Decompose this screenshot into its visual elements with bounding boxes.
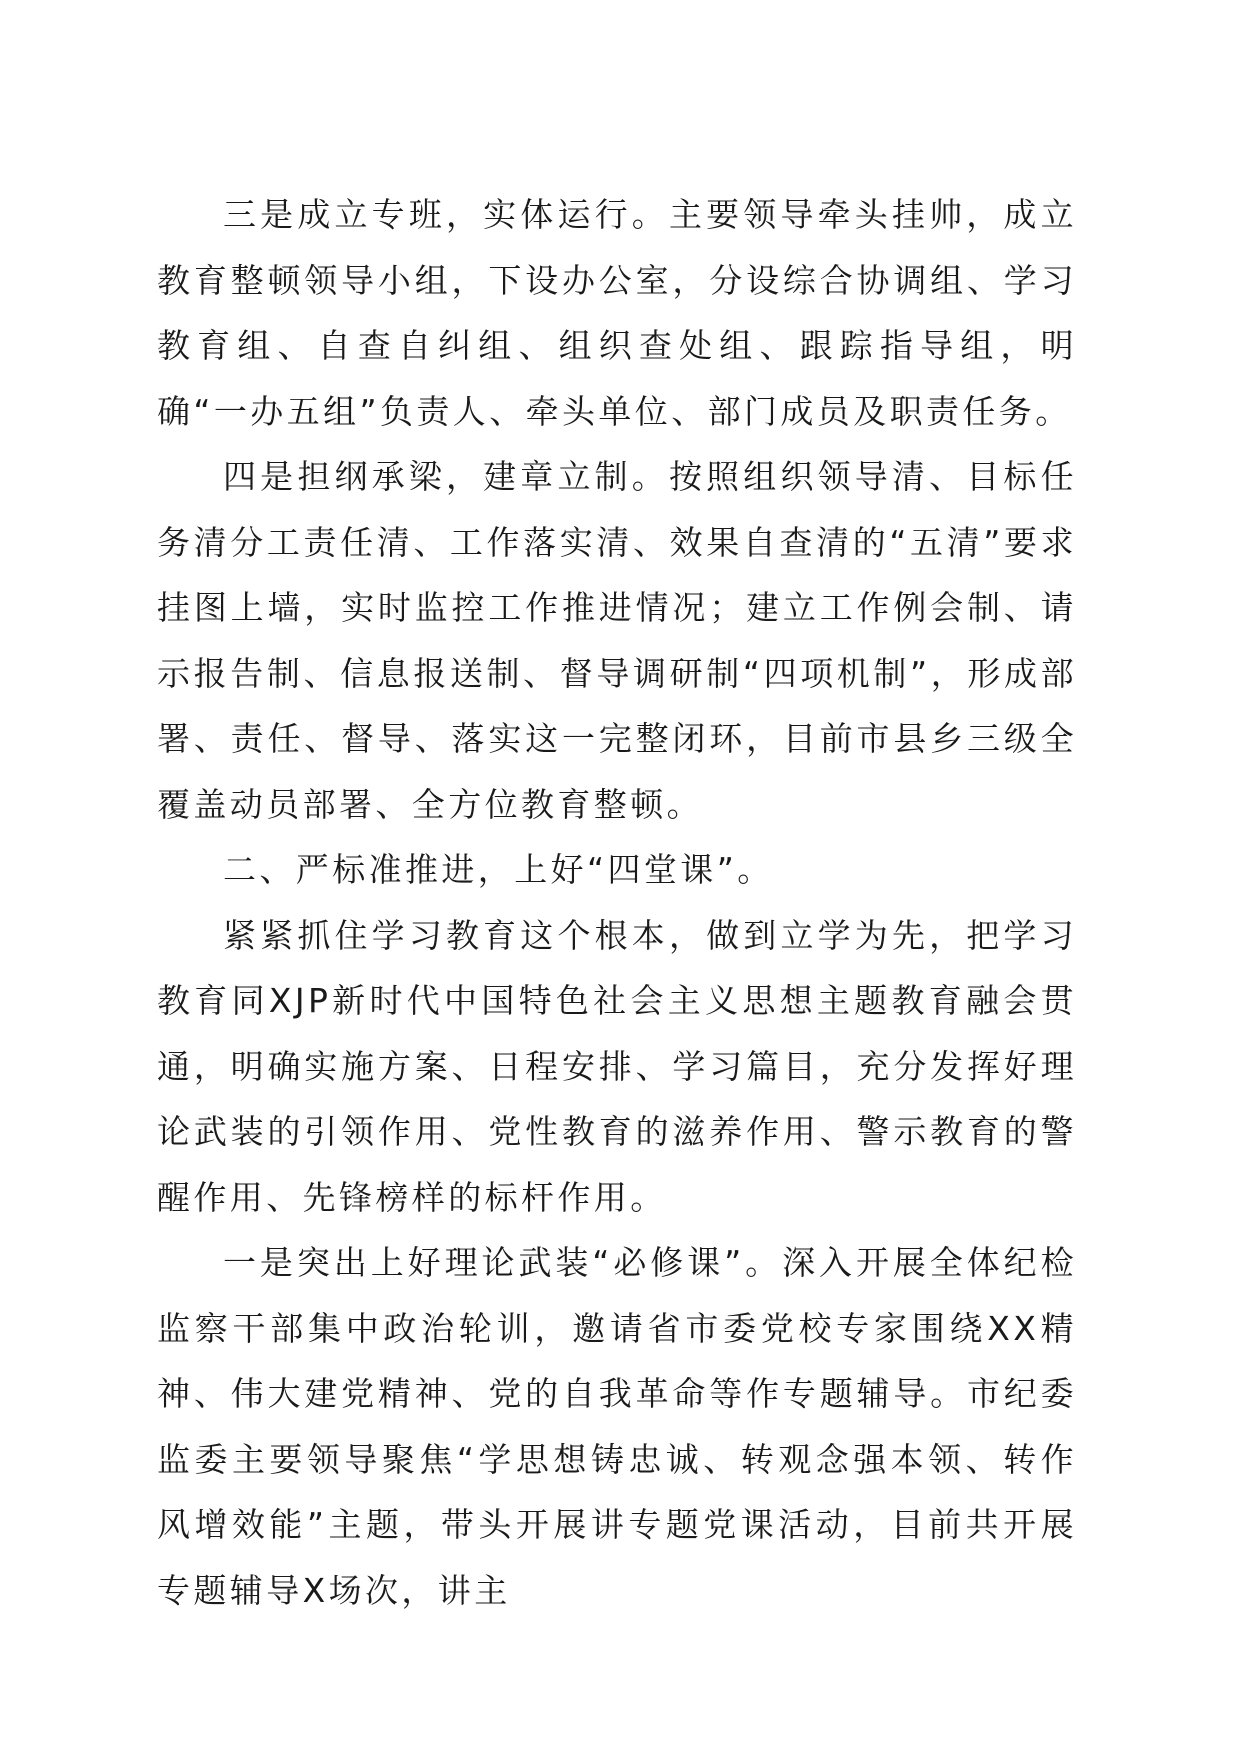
paragraph-rules-system: 四是担纲承梁，建章立制。按照组织领导清、目标任务清分工责任清、工作落实清、效果自查清的“五清”要求挂图上墙，实时监控工作推进情况；建立工作例会制、请示报告制、信息报送制、督导调研制“四项机制”，形成部署、责任、督导、落实这一完整闭环，目前市县乡三级全覆盖动员部署、全方位教育整顿。 [157,457,1077,824]
paragraph-theory-course: 一是突出上好理论武装“必修课”。深入开展全体纪检监察干部集中政治轮训，邀请省市委党校专家围绕XX精神、伟大建党精神、党的自我革命等作专题辅导。市纪委监委主要领导聚焦“学思想铸忠诚、转观念强本领、转作风增效能”主题，带头开展讲专题党课活动，目前共开展专题辅导X场次，讲主 [157,1243,1077,1610]
paragraph-study-education: 紧紧抓住学习教育这个根本，做到立学为先，把学习教育同XJP新时代中国特色社会主义思想主题教育融会贯通，明确实施方案、日程安排、学习篇目，充分发挥好理论武装的引领作用、党性教育的滋养作用、警示教育的警醒作用、先锋榜样的标杆作用。 [157,915,1077,1217]
section-heading-four-lessons: 二、严标准推进，上好“四堂课”。 [223,850,774,889]
document-body [157,182,1077,1623]
paragraph-special-team: 三是成立专班，实体运行。主要领导牵头挂帅，成立教育整顿领导小组，下设办公室，分设综合协调组、学习教育组、自查自纠组、组织查处组、跟踪指导组，明确“一办五组”负责人、牵头单位、部门成员及职责任务。 [157,195,1077,431]
